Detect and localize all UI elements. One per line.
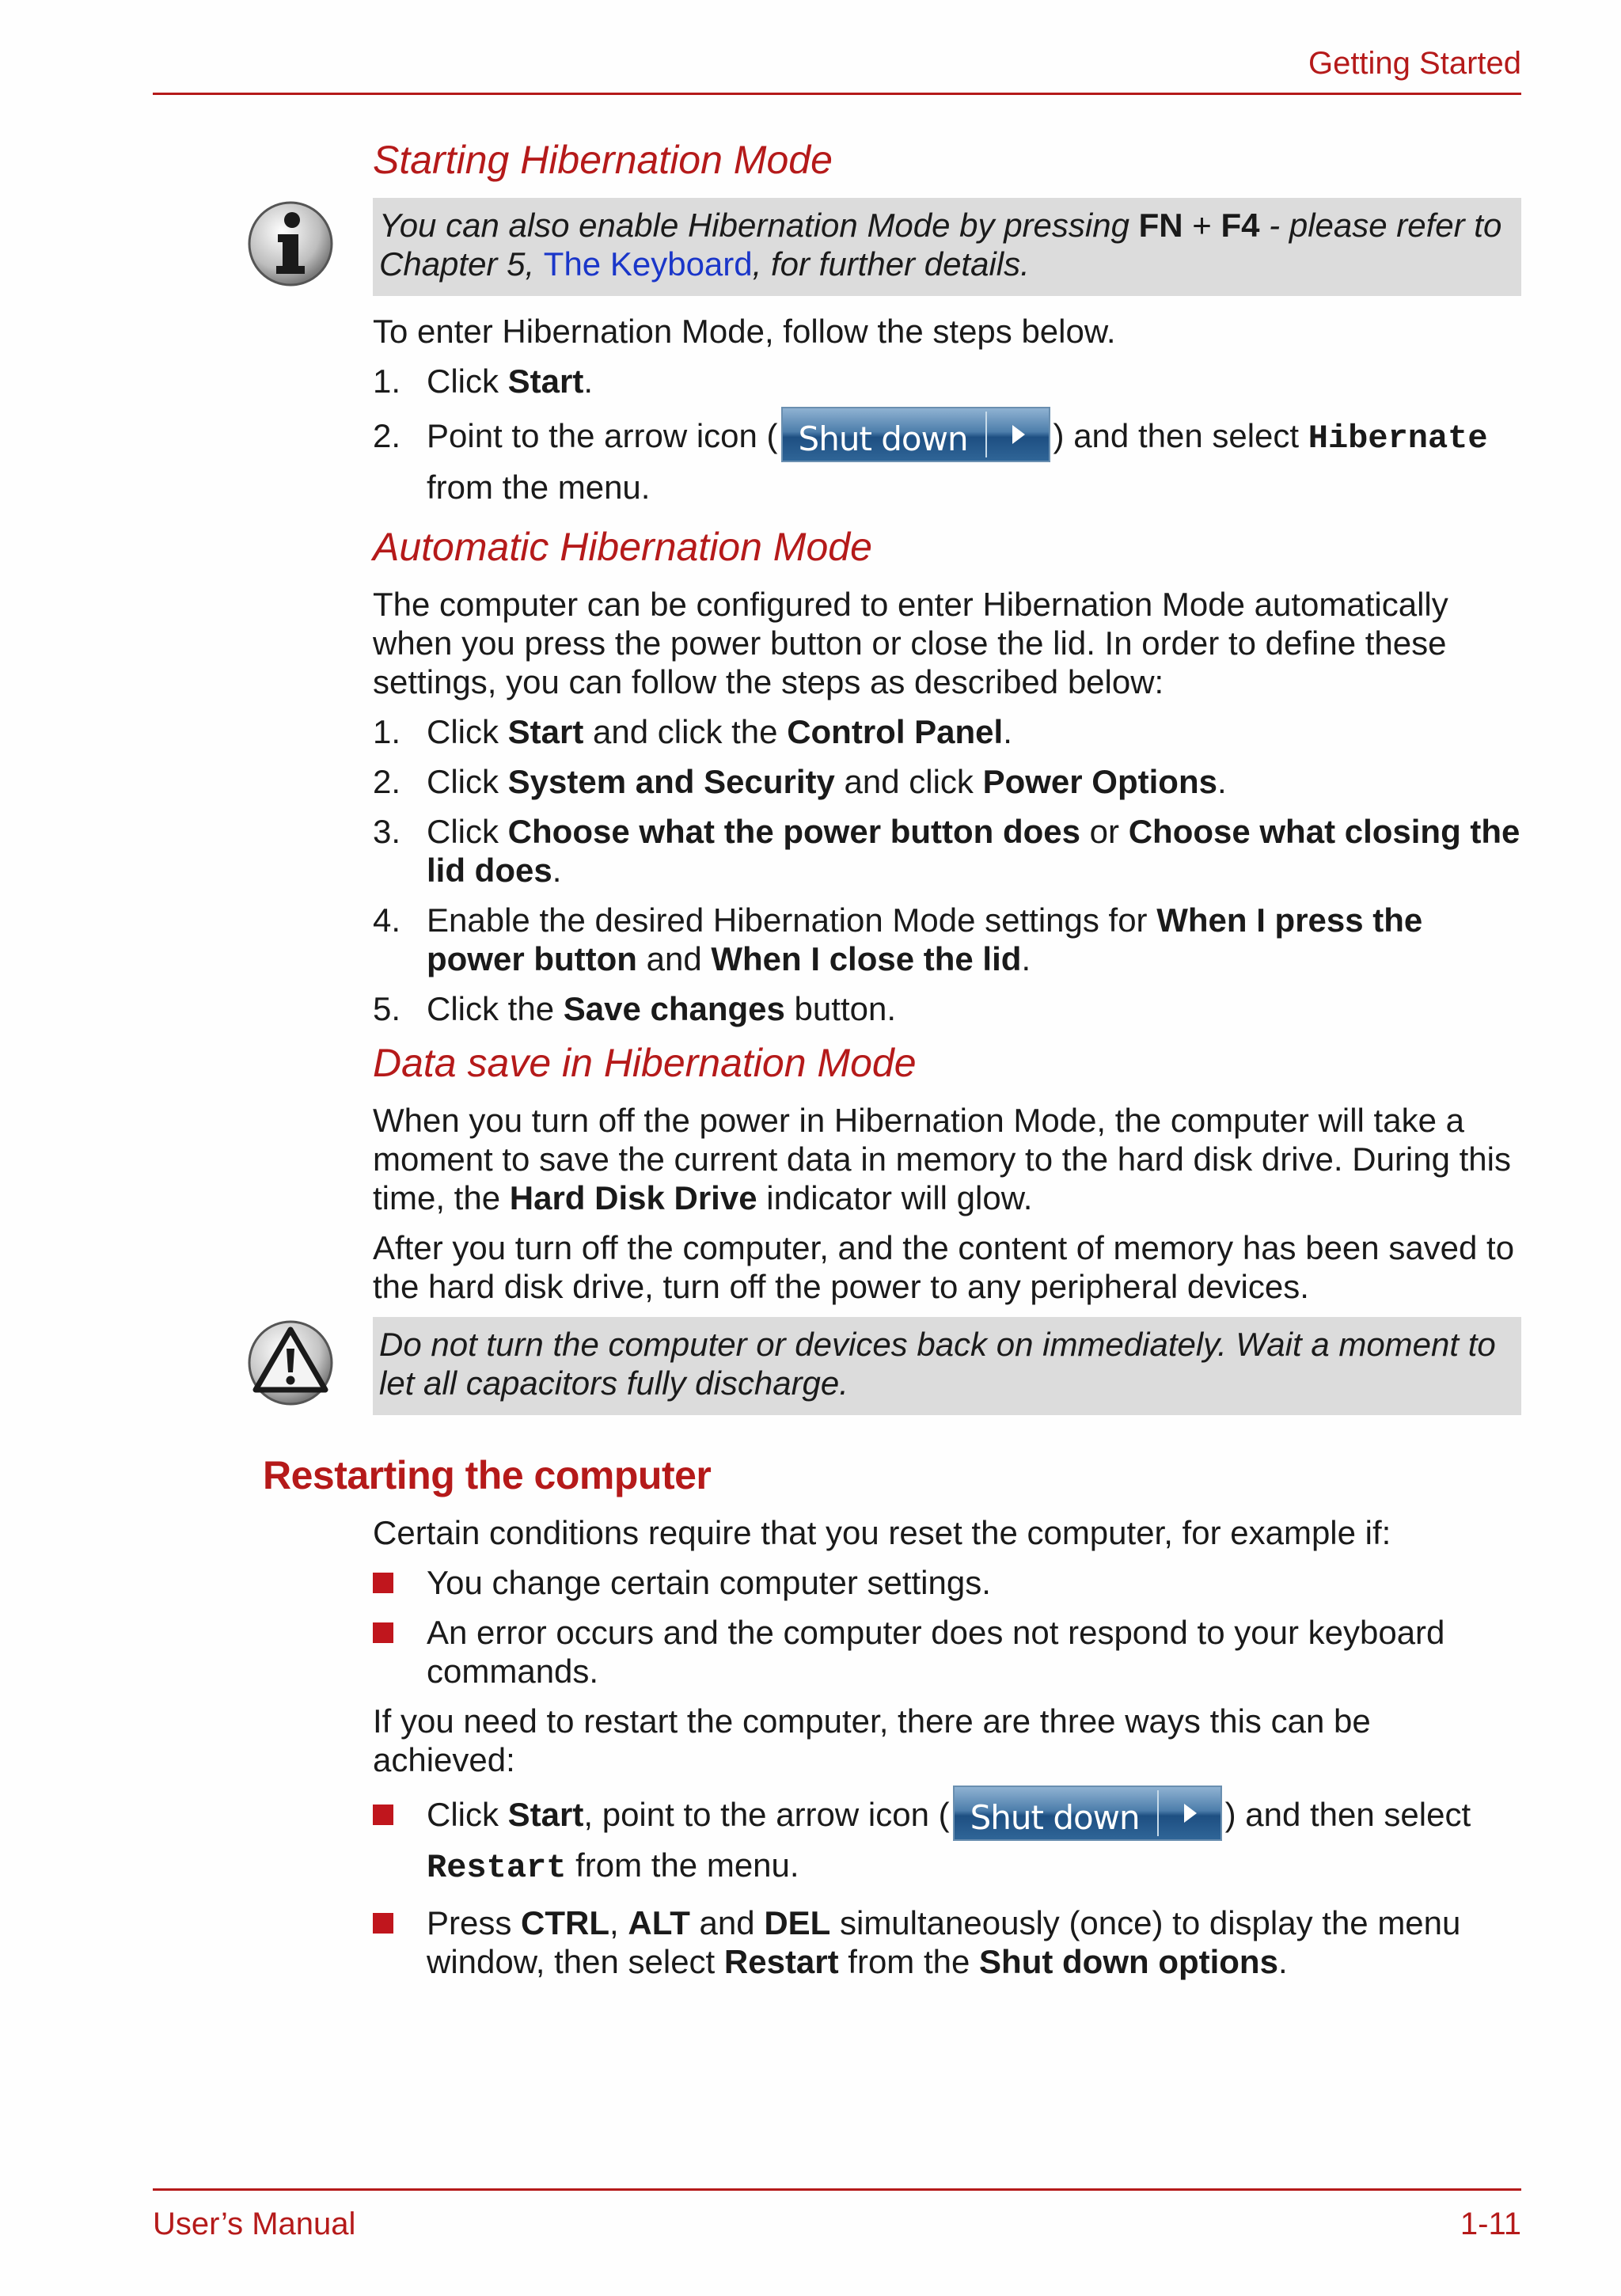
page-body — [263, 136, 1521, 1992]
page-footer — [153, 2188, 1521, 2241]
chevron-right-icon — [1162, 1790, 1217, 1836]
automatic-intro: The computer can be configured to enter Hibernation Mode automatically when you press the power button or close the lid. In order to define these settings, you can follow the steps as described below: — [373, 586, 1448, 700]
automatic-steps — [373, 712, 1521, 1028]
list-item: 1. Click Start. — [373, 362, 594, 400]
info-icon — [246, 199, 335, 288]
list-item: 2. Point to the arrow icon ( Shut down ) and then select Hibernate from the menu. — [373, 412, 1521, 512]
list-item: Press CTRL, ALT and DEL simultaneously (once) to display the menu window, then select Restart from the Shut down options. — [373, 1903, 1521, 1981]
chevron-right-icon — [990, 412, 1046, 457]
info-note: You can also enable Hibernation Mode by pressing FN + F4 - please refer to Chapter 5, The Keyboard, for further details. — [373, 198, 1521, 296]
page-header — [153, 0, 1521, 95]
data-save-paragraph-1: When you turn off the power in Hibernation Mode, the computer will take a moment to save the current data in memory to the hard disk drive. During this time, the Hard Disk Drive indicator will glow. — [373, 1102, 1511, 1216]
footer-manual-name: User’s Manual — [153, 2207, 356, 2241]
shut-down-button-image: Shut down — [781, 407, 1050, 462]
section-title-restarting: Restarting the computer — [263, 1453, 712, 1497]
bullet-square-icon — [373, 1622, 393, 1643]
hibernation-intro: To enter Hibernation Mode, follow the steps below. — [373, 313, 1116, 350]
page-number: 1-11 — [1460, 2207, 1521, 2241]
keyboard-chapter-link[interactable]: The Keyboard — [543, 245, 753, 283]
restart-intro: Certain conditions require that you reset the computer, for example if: — [373, 1514, 1391, 1551]
bullet-square-icon — [373, 1805, 393, 1825]
warning-icon — [246, 1319, 335, 1407]
restart-ways-intro: If you need to restart the computer, there are three ways this can be achieved: — [373, 1702, 1371, 1778]
section-title-starting-hibernation: Starting Hibernation Mode — [373, 138, 833, 182]
bullet-square-icon — [373, 1573, 393, 1593]
list-item: You change certain computer settings. — [373, 1563, 1521, 1602]
data-save-paragraph-2: After you turn off the computer, and the content of memory has been saved to the hard disk drive, turn off the power to any peripheral devices. — [373, 1229, 1515, 1305]
list-item: An error occurs and the computer does not respond to your keyboard commands. — [373, 1613, 1521, 1691]
bullet-square-icon — [373, 1913, 393, 1934]
hibernation-steps — [373, 362, 1521, 512]
list-item: Click Start, point to the arrow icon ( Shut down ) and then select Restart from the menu. — [373, 1790, 1521, 1892]
shut-down-button-image: Shut down — [953, 1786, 1222, 1841]
list-item: 2. Click System and Security and click Power Options. — [373, 763, 1227, 800]
list-item: 1. Click Start and click the Control Panel. — [373, 713, 1012, 750]
list-item: 3. Click Choose what the power button does or Choose what closing the lid does. — [373, 813, 1520, 889]
caution-note: Do not turn the computer or devices back on immediately. Wait a moment to let all capacitors fully discharge. — [373, 1317, 1521, 1415]
section-title-automatic-hibernation: Automatic Hibernation Mode — [373, 525, 872, 569]
restart-ways — [373, 1790, 1521, 1981]
list-item: 4. Enable the desired Hibernation Mode settings for When I press the power button and When I close the lid. — [373, 901, 1423, 977]
restart-conditions — [373, 1563, 1521, 1691]
list-item: 5. Click the Save changes button. — [373, 990, 896, 1027]
header-title: Getting Started — [1308, 46, 1521, 81]
section-title-data-save: Data save in Hibernation Mode — [373, 1041, 917, 1085]
